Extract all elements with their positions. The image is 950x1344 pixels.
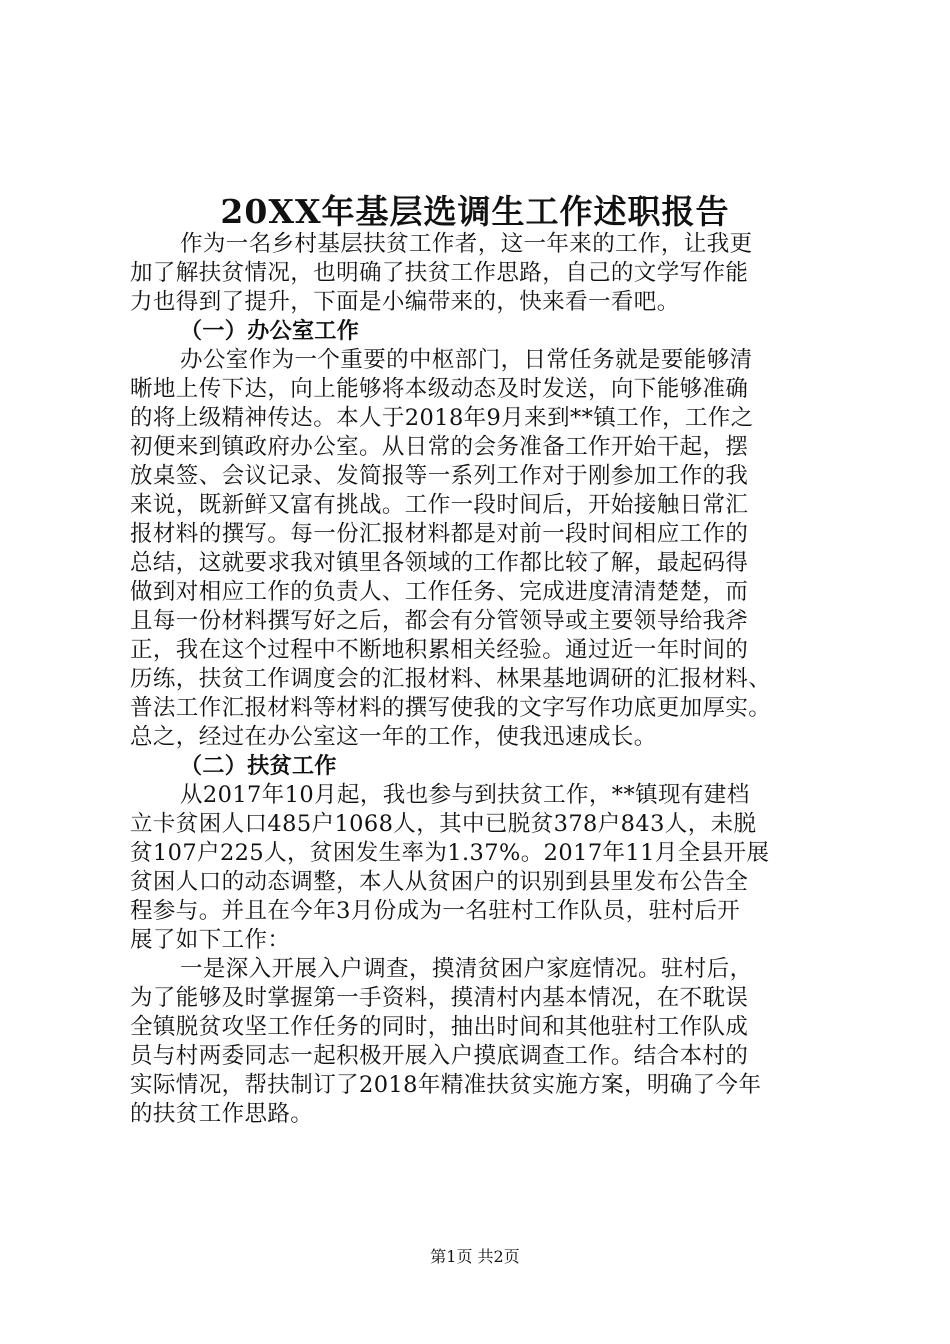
text-line: 作为一名乡村基层扶贫工作者，这一年来的工作，让我更 <box>180 231 753 257</box>
text-line: 做到对相应工作的负责人、工作任务、完成进度清清楚楚，而 <box>130 579 749 605</box>
section-heading: （一）办公室工作 <box>180 319 360 344</box>
text-line: 全镇脱贫攻坚工作任务的同时，抽出时间和其他驻村工作队成 <box>130 1014 749 1040</box>
text-line: 初便来到镇政府办公室。从日常的会务准备工作开始干起，摆 <box>130 434 749 460</box>
text-line: 正，我在这个过程中不断地积累相关经验。通过近一年时间的 <box>130 637 749 663</box>
text-line: 放桌签、会议记录、发简报等一系列工作对于刚参加工作的我 <box>130 463 749 489</box>
text-line: 实际情况，帮扶制订了2018年精准扶贫实施方案，明确了今年 <box>130 1072 762 1098</box>
text-line: 贫困人口的动态调整，本人从贫困户的识别到县里发布公告全 <box>130 869 749 895</box>
text-line: 来说，既新鲜又富有挑战。工作一段时间后，开始接触日常汇 <box>130 492 749 518</box>
text-line: 的将上级精神传达。本人于2018年9月来到**镇工作，工作之 <box>130 405 754 431</box>
text-line: 贫107户225人，贫困发生率为1.37%。2017年11月全县开展 <box>130 840 770 866</box>
text-line: 加了解扶贫情况，也明确了扶贫工作思路，自己的文学写作能 <box>130 260 749 286</box>
text-line: 总结，这就要求我对镇里各领域的工作都比较了解，最起码得 <box>130 550 749 576</box>
section-heading: （二）扶贫工作 <box>180 754 337 779</box>
text-line: 展了如下工作： <box>130 927 291 953</box>
text-line: 程参与。并且在今年3月份成为一名驻村工作队员，驻村后开 <box>130 898 741 924</box>
document-title: 20XX年基层选调生工作述职报告 <box>220 192 730 231</box>
text-line: 晰地上传下达，向上能够将本级动态及时发送，向下能够准确 <box>130 376 749 402</box>
text-line: 且每一份材料撰写好之后，都会有分管领导或主要领导给我斧 <box>130 608 749 634</box>
text-line: 办公室作为一个重要的中枢部门，日常任务就是要能够清 <box>180 347 753 373</box>
text-line: 总之，经过在办公室这一年的工作，使我迅速成长。 <box>130 724 657 750</box>
document-body <box>130 230 830 1129</box>
text-line: 员与村两委同志一起积极开展入户摸底调查工作。结合本村的 <box>130 1043 749 1069</box>
text-line: 报材料的撰写。每一份汇报材料都是对前一段时间相应工作的 <box>130 521 749 547</box>
text-line: 一是深入开展入户调查，摸清贫困户家庭情况。驻村后， <box>180 956 753 982</box>
page-indicator: 第1页 共2页 <box>430 1247 520 1266</box>
text-line: 普法工作汇报材料等材料的撰写使我的文字写作功底更加厚实。 <box>130 695 772 721</box>
text-line: 立卡贫困人口485户1068人，其中已脱贫378户843人，未脱 <box>130 811 757 837</box>
text-line: 历练，扶贫工作调度会的汇报材料、林果基地调研的汇报材料、 <box>130 666 772 692</box>
text-line: 从2017年10月起，我也参与到扶贫工作，**镇现有建档 <box>180 782 750 808</box>
text-line: 为了能够及时掌握第一手资料，摸清村内基本情况，在不耽误 <box>130 985 749 1011</box>
text-line: 的扶贫工作思路。 <box>130 1101 314 1127</box>
text-line: 力也得到了提升，下面是小编带来的，快来看一看吧。 <box>130 289 680 315</box>
